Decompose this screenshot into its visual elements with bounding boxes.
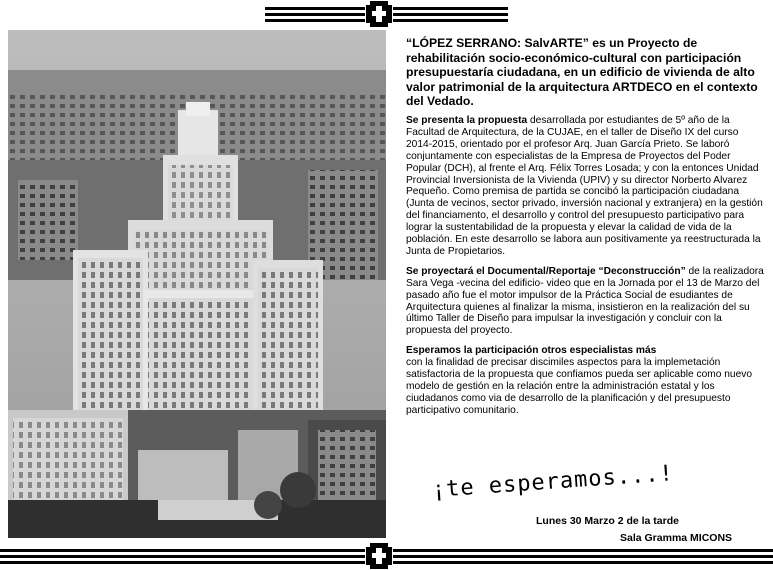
paragraph-especialistas-lead: Esperamos la participación otros especialistas más <box>406 345 657 357</box>
top-rule-left-2 <box>265 13 365 16</box>
bottom-rule-left-3 <box>0 561 365 564</box>
text-column <box>406 36 766 425</box>
paragraph-propuesta-lead: Se presenta la propuesta <box>406 114 528 126</box>
cross-emblem-icon <box>366 1 392 27</box>
top-rule-left-1 <box>265 7 365 10</box>
paragraph-propuesta <box>406 115 766 258</box>
event-date: Lunes 30 Marzo 2 de la tarde <box>536 515 679 527</box>
paragraph-documental-body: de la realizadora Sara Vega -vecina del edificio- video que en la Jornada por el 13 de Marzo del pasado año fue el motor impulsor de la Práctica Social de esudiantes de Arquitectura quienes al finalizar la misma, insistieron en la realización del su último Taller de Diseño para impulsar la investigación y concluir con la propuesta del proyecto. <box>406 265 764 337</box>
top-rule-right-2 <box>393 13 508 16</box>
paragraph-documental <box>406 266 766 337</box>
top-decorative-band <box>0 0 773 26</box>
cross-emblem-icon <box>366 543 392 569</box>
paragraph-especialistas <box>406 345 766 416</box>
intro-heading: “LÓPEZ SERRANO: SalvARTE” es un Proyecto de rehabilitación socio-económico-cultural con participación presupuestaría ciudadana, en un edificio de vivienda de alto valor patrimonial de la arquitectura ARTDECO en el contexto del Vedado. <box>406 36 758 109</box>
bottom-decorative-band <box>0 543 773 569</box>
bottom-rule-left-2 <box>0 555 365 558</box>
top-rule-left-3 <box>265 19 365 22</box>
top-rule-right-3 <box>393 19 508 22</box>
paragraph-especialistas-body: con la finalidad de precisar discimiles aspectos para la implemetación satisfactoria de la propuesta que confiamos pueda ser aplicable como nuevo modelo de gestión en la relación entre la administración estatal y los ciudadanos como via de desarrollo de la planificación y del presupuesto participativo comunitario. <box>406 357 753 416</box>
event-venue: Sala Gramma MICONS <box>620 532 733 544</box>
bottom-rule-left-1 <box>0 549 365 552</box>
bottom-rule-right-3 <box>393 561 773 564</box>
slogan: ¡te esperamos...! <box>431 461 675 503</box>
bottom-rule-right-1 <box>393 549 773 552</box>
paragraph-propuesta-body: desarrollada por estudiantes de 5º año de la Facultad de Arquitectura, de la CUJAE, en el taller de Diseño IX del curso 2014-2015, orientado por el profesor Arq. Juan García Prieto. Se laboró conjuntamente con especialistas de la Empresa de Proyectos del Poder Popular (DCH), al frente el Arq. Félix Torres Losada; y con la entonces Unidad Provincial Inversionista de la Vivienda (UPIV) y su director Norberto Alvarez Pequeño. Como premisa de partida se concibó la participación ciudadana (Junta de vecinos, sector privado, inversión nacional y extranjera) en la gestión del financiamento, el desarrollo y control del presupuesto participativo para lograr la sustentabilidad de la propuesta y elevar la calidad de vida de la población. En este desarrollo se labora aun positivamente ya reestructurada la Junta de Propietarios. <box>406 114 763 257</box>
top-rule-right-1 <box>393 7 508 10</box>
building-photo <box>8 30 386 538</box>
paragraph-documental-lead: Se proyectará el Documental/Reportaje “Deconstrucción” <box>406 265 686 277</box>
bottom-rule-right-2 <box>393 555 773 558</box>
